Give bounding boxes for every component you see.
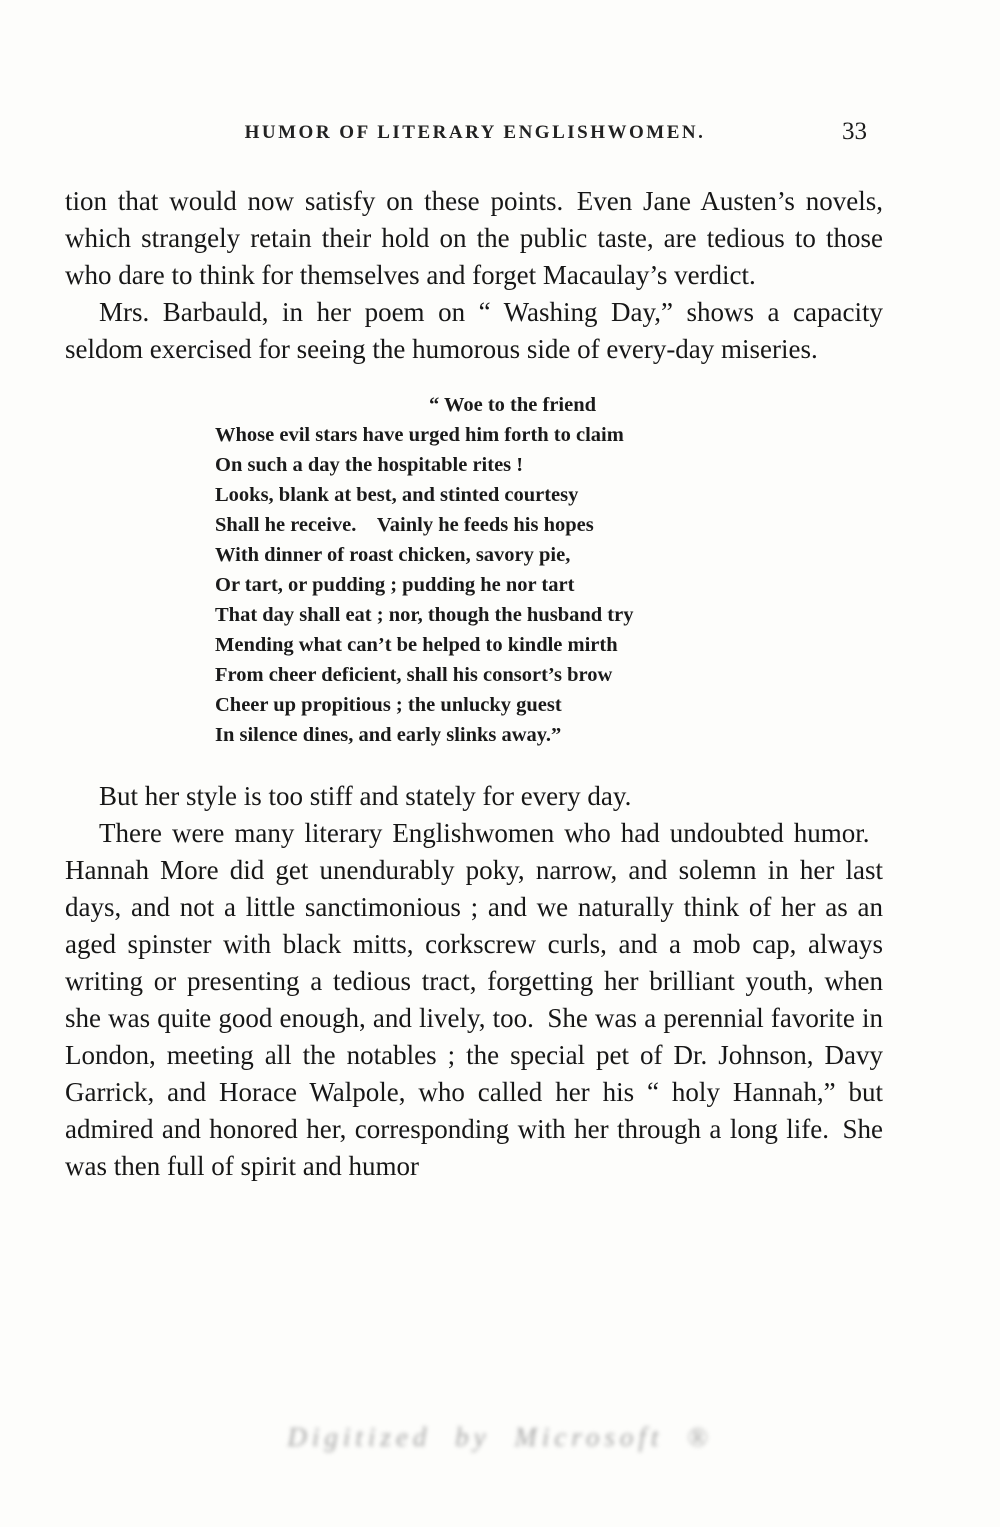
poem-line: Whose evil stars have urged him forth to claim	[215, 424, 624, 446]
poem-line: In silence dines, and early slinks away.”	[215, 724, 562, 746]
paragraph: But her style is too stiff and stately for every day.	[99, 781, 632, 811]
poem-line: Mending what can’t be helped to kindle mirth	[215, 634, 618, 656]
paragraph: tion that would now satisfy on these points. Even Jane Austen’s novels, which strangely retain their hold on the public taste, are tedious to those who dare to think for themselves and forget Macaulay’s verdict.	[65, 186, 883, 290]
poem-line: From cheer deficient, shall his consort’s brow	[215, 664, 613, 686]
poem-line: That day shall eat ; nor, though the husband try	[215, 604, 634, 626]
poem-line: On such a day the hospitable rites !	[215, 454, 524, 476]
poem-line: Looks, blank at best, and stinted courtesy	[215, 484, 579, 506]
paragraph: Mrs. Barbauld, in her poem on “ Washing Day,” shows a capacity seldom exercised for seeing the humorous side of every-day miseries.	[65, 297, 883, 364]
running-title: HUMOR OF LITERARY ENGLISHWOMEN.	[244, 122, 706, 143]
poem-line: Cheer up propitious ; the unlucky guest	[215, 694, 562, 716]
scan-watermark: Digitized by Microsoft ®	[287, 1422, 713, 1452]
page-content	[65, 183, 883, 1185]
poem-block	[215, 390, 883, 750]
paragraph: There were many literary Englishwomen who had undoubted humor. Hannah More did get unendurably poky, narrow, and solemn in her last days, and not a little sanctimonious ; and we naturally think of her as an aged spinster with black mitts, corkscrew curls, and a mob cap, always writing or presenting a tedious tract, forgetting her brilliant youth, when she was quite good enough, and lively, too. She was a perennial favorite in London, meeting all the notables ; the special pet of Dr. Johnson, Davy Garrick, and Horace Walpole, who called her his “ holy Hannah,” but admired and honored her, corresponding with her through a long life. She was then full of spirit and humor	[65, 818, 883, 1181]
poem-line: With dinner of roast chicken, savory pie,	[215, 544, 571, 566]
poem-line: “ Woe to the friend	[429, 394, 597, 416]
poem-line: Shall he receive. Vainly he feeds his hopes	[215, 514, 594, 536]
poem-line: Or tart, or pudding ; pudding he nor tart	[215, 574, 575, 596]
page-number: 33	[842, 118, 867, 145]
page-header	[65, 118, 885, 145]
